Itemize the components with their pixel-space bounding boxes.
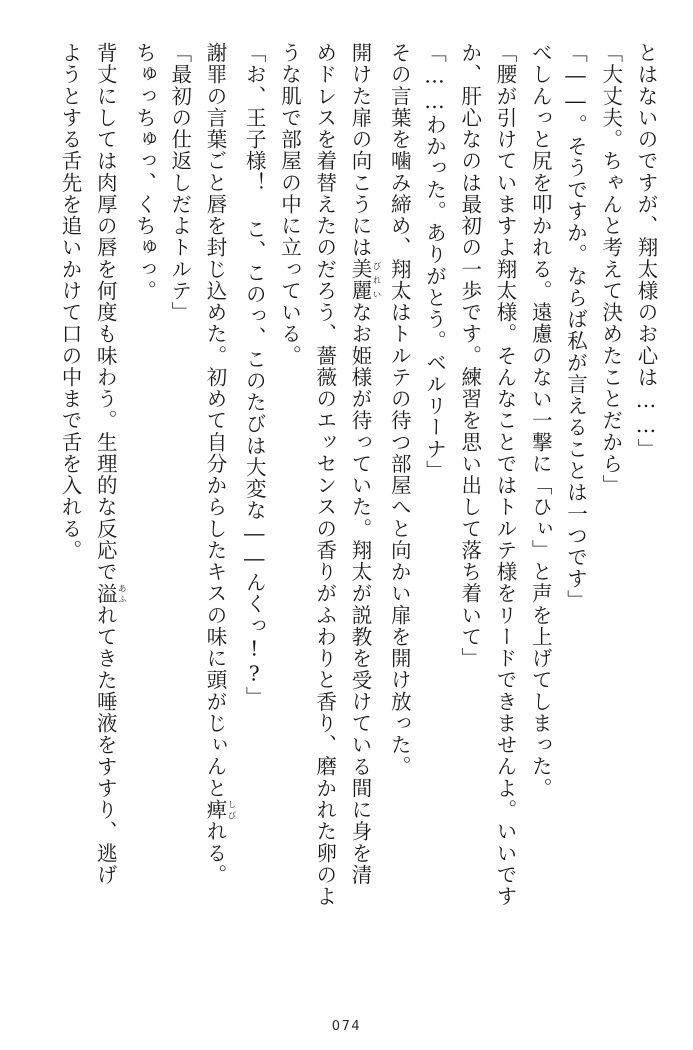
- paragraph: ちゅっちゅっ、くちゅっ。: [132, 42, 157, 302]
- paragraph: 「――。そうですか。ならば私が言えることは一つです」: [563, 42, 588, 612]
- paragraph: べしんっと尻を叩かれる。遠慮のない一撃に「ひぃ」と声を上げてしまった。: [528, 42, 553, 799]
- ruby-annotation: 美麗 びれい: [348, 258, 381, 302]
- paragraph: 背丈にしては肉厚の唇を何度も味わう。生理的な反応で溢 あふれてきた唾液をすすり、逃げ: [93, 42, 127, 886]
- ruby-annotation: 溢 あふ: [93, 582, 127, 605]
- paragraph: その言葉を噛み締め、翔太はトルテの待つ部屋へと向かい扉を開け放った。: [387, 42, 412, 778]
- paragraph: 開けた扉の向こうには美麗 びれいなお姫様が待っていた。翔太が説教を受けている間に身を清: [348, 42, 381, 886]
- paragraph: か、肝心なのは最初の一歩です。練習を思い出して落ち着いて」: [457, 42, 482, 670]
- paragraph: 「……わかった。ありがとう。ベルリーナ」: [422, 42, 447, 482]
- paragraph: ようとする舌先を追いかけて口の中まで舌を入れる。: [58, 42, 82, 562]
- paragraph: 「腰が引けていますよ翔太様。そんなことではトルテ様をリードできませんよ。いいです: [493, 42, 517, 908]
- paragraph: めドレスを着替えたのだろう、薔薇のエッセンスの香りがふわりと香り、磨かれた卵のよ: [312, 42, 337, 908]
- paragraph: 「最初の仕返しだよトルテ」: [167, 42, 192, 324]
- paragraph: 「お、王子様！ こ、このっ、このたびは大変な――んくっ!?」: [242, 42, 267, 709]
- vertical-text-body: [34, 42, 663, 992]
- ruby-annotation: 痺 しび: [203, 798, 236, 821]
- paragraph: 「大丈夫。ちゃんと考えて決めたことだから」: [598, 42, 623, 497]
- page-number: 074: [331, 1019, 362, 1034]
- paragraph: 謝罪の言葉ごと唇を封じ込めた。初めて自分からしたキスの味に頭がじぃんと痺 しびれる。: [203, 42, 236, 886]
- paragraph: とはないのですが、翔太様のお心は……」: [634, 42, 658, 460]
- paragraph: うな肌で部屋の中に立っている。: [277, 42, 302, 367]
